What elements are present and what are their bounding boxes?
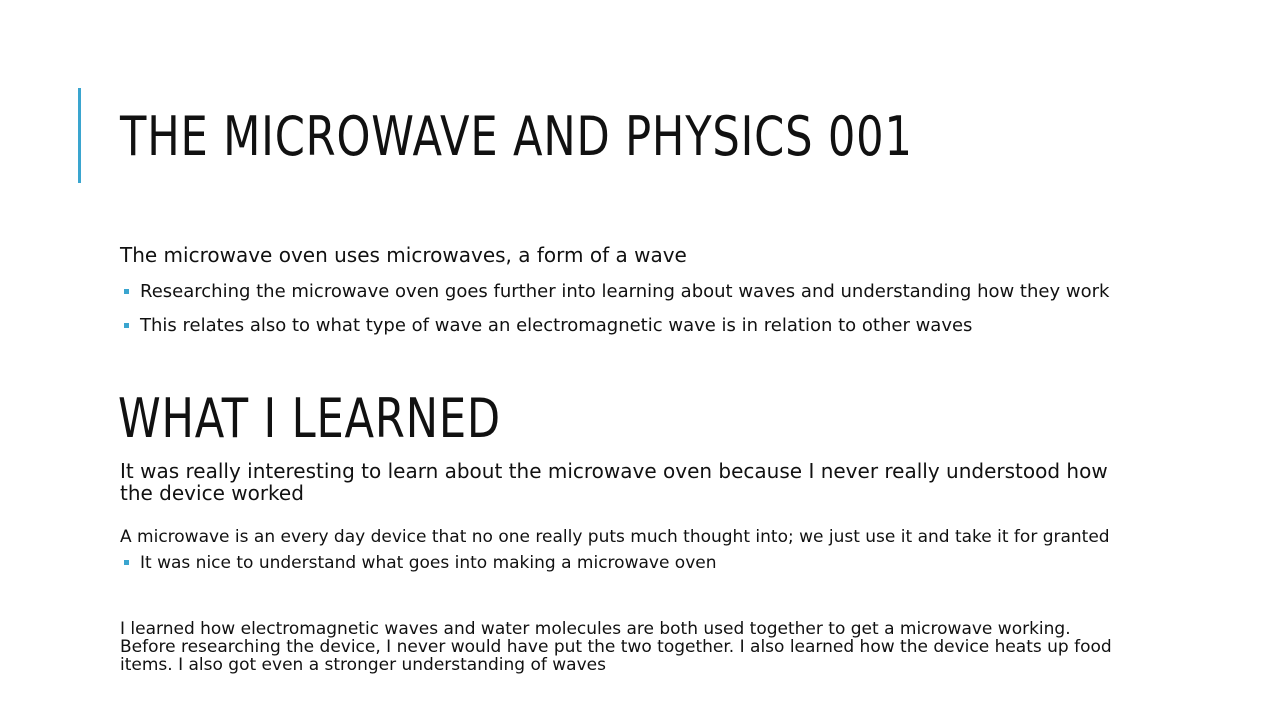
learned-text-3: I learned how electromagnetic waves and water molecules are both used together to get a microwave working. Before researching the device, I never would have put the two together. I also learned how the device heats up food items. I also got even a stronger understanding of waves	[120, 619, 1112, 675]
section-title: WHAT I LEARNED	[118, 387, 501, 450]
bullet-square-icon	[124, 323, 129, 328]
bullet-square-icon	[124, 289, 129, 294]
bullet-item-1	[120, 278, 1130, 306]
slide-title: THE MICROWAVE AND PHYSICS 001	[120, 105, 913, 168]
bullet-item-2	[120, 312, 1130, 340]
lead-paragraph: The microwave oven uses microwaves, a form of a wave	[120, 243, 687, 267]
slide1-content	[120, 242, 1130, 340]
learned-text-2: A microwave is an every day device that no one really puts much thought into; we just use it and take it for granted	[120, 527, 1110, 547]
bullet-text-2: This relates also to what type of wave an electromagnetic wave is in relation to other waves	[140, 315, 973, 336]
bullet-text-1: Researching the microwave oven goes further into learning about waves and understanding how they work	[140, 281, 1110, 302]
bullet-square-icon	[124, 560, 129, 565]
learned-bullet	[120, 552, 1110, 574]
learned-text-1: It was really interesting to learn about the microwave oven because I never really understood how the device worked	[120, 459, 1108, 505]
learned-paragraph-1	[120, 460, 1110, 504]
title-accent-bar	[78, 88, 81, 183]
learned-bullet-text: It was nice to understand what goes into making a microwave oven	[140, 553, 717, 573]
learned-paragraph-2	[120, 528, 1110, 574]
learned-paragraph-3	[120, 620, 1120, 674]
